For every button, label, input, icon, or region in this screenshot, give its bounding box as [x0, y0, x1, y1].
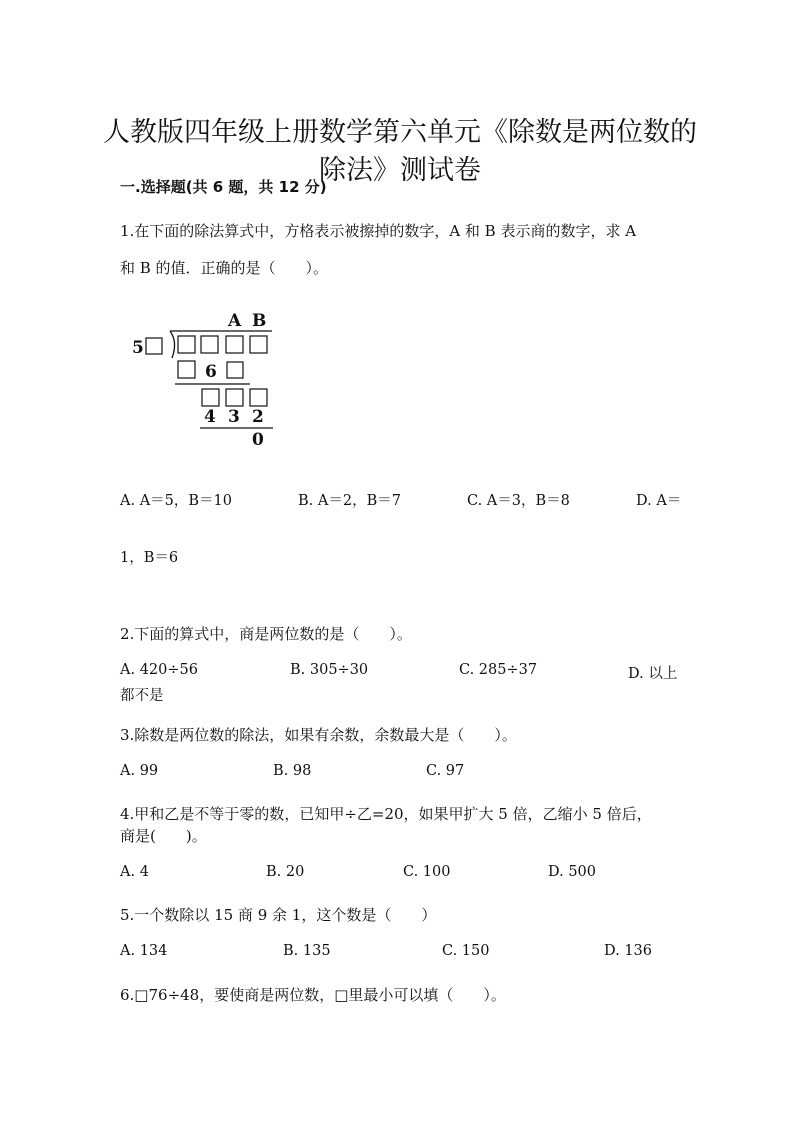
question-5-text: 5.一个数除以 15 商 9 余 1，这个数是（ ）: [120, 906, 437, 924]
q4-option-a: A. 4: [120, 864, 149, 880]
q2-option-d-continued: 都不是: [120, 688, 164, 704]
row-4-digit-3: 2: [252, 407, 264, 427]
division-bracket: [170, 331, 175, 358]
blank-box: [226, 336, 243, 353]
blank-box: [202, 389, 219, 406]
q5-option-a: A. 134: [120, 943, 168, 959]
q3-option-b: B. 98: [273, 763, 312, 779]
blank-box: [178, 336, 195, 353]
q2-option-c: C. 285÷37: [459, 662, 538, 678]
blank-box: [250, 336, 267, 353]
q2-option-b: B. 305÷30: [290, 662, 369, 678]
question-2-text: 2.下面的算式中，商是两位数的是（ ）。: [120, 625, 412, 643]
blank-box: [178, 361, 195, 378]
q5-option-d: D. 136: [604, 943, 653, 959]
question-1-line-2: 和 B 的值．正确的是（ ）。: [120, 259, 329, 277]
section-heading: 一.选择题(共 6 题，共 12 分): [120, 178, 327, 196]
divisor-digit: 5: [132, 338, 144, 358]
q1-option-c: C. A＝3，B＝8: [467, 493, 570, 509]
blank-box: [146, 338, 162, 354]
q4-option-b: B. 20: [266, 864, 305, 880]
q1-option-b: B. A＝2，B＝7: [298, 493, 401, 509]
q1-option-d: D. A＝: [636, 493, 682, 509]
blank-box: [227, 362, 243, 378]
question-3-text: 3.除数是两位数的除法，如果有余数，余数最大是（ ）。: [120, 726, 517, 744]
q2-option-d: D. 以上: [628, 666, 678, 682]
quotient-digit-b: B: [252, 311, 267, 331]
q4-option-d: D. 500: [548, 864, 597, 880]
q3-option-a: A. 99: [120, 763, 159, 779]
q1-option-a: A. A＝5，B＝10: [120, 493, 232, 509]
row-4-digit-1: 4: [204, 407, 216, 427]
question-4-line-1: 4.甲和乙是不等于零的数，已知甲÷乙=20，如果甲扩大 5 倍，乙缩小 5 倍后，: [120, 805, 652, 823]
quotient-digit-a: A: [228, 311, 242, 331]
row-4-digit-2: 3: [228, 407, 240, 427]
blank-box: [226, 389, 243, 406]
q2-option-a: A. 420÷56: [120, 662, 198, 678]
question-4-line-2: 商是( )。: [120, 827, 207, 845]
remainder-digit: 0: [252, 430, 264, 450]
title-line-1: 人教版四年级上册数学第六单元《除数是两位数的: [103, 117, 697, 149]
title-line-2: 除法》测试卷: [319, 155, 481, 187]
q5-option-b: B. 135: [283, 943, 331, 959]
q3-option-c: C. 97: [426, 763, 465, 779]
row-2-digit: 6: [205, 362, 217, 382]
q4-option-c: C. 100: [403, 864, 451, 880]
blank-box: [201, 336, 218, 353]
long-division-diagram: [130, 306, 290, 456]
q1-option-d-continued: 1，B＝6: [120, 550, 179, 566]
question-1-line-1: 1.在下面的除法算式中，方格表示被擦掉的数字，A 和 B 表示商的数字，求 A: [120, 222, 637, 240]
blank-box: [250, 389, 267, 406]
q5-option-c: C. 150: [442, 943, 490, 959]
question-6-text: 6.□76÷48，要使商是两位数，□里最小可以填（ ）。: [120, 986, 506, 1004]
